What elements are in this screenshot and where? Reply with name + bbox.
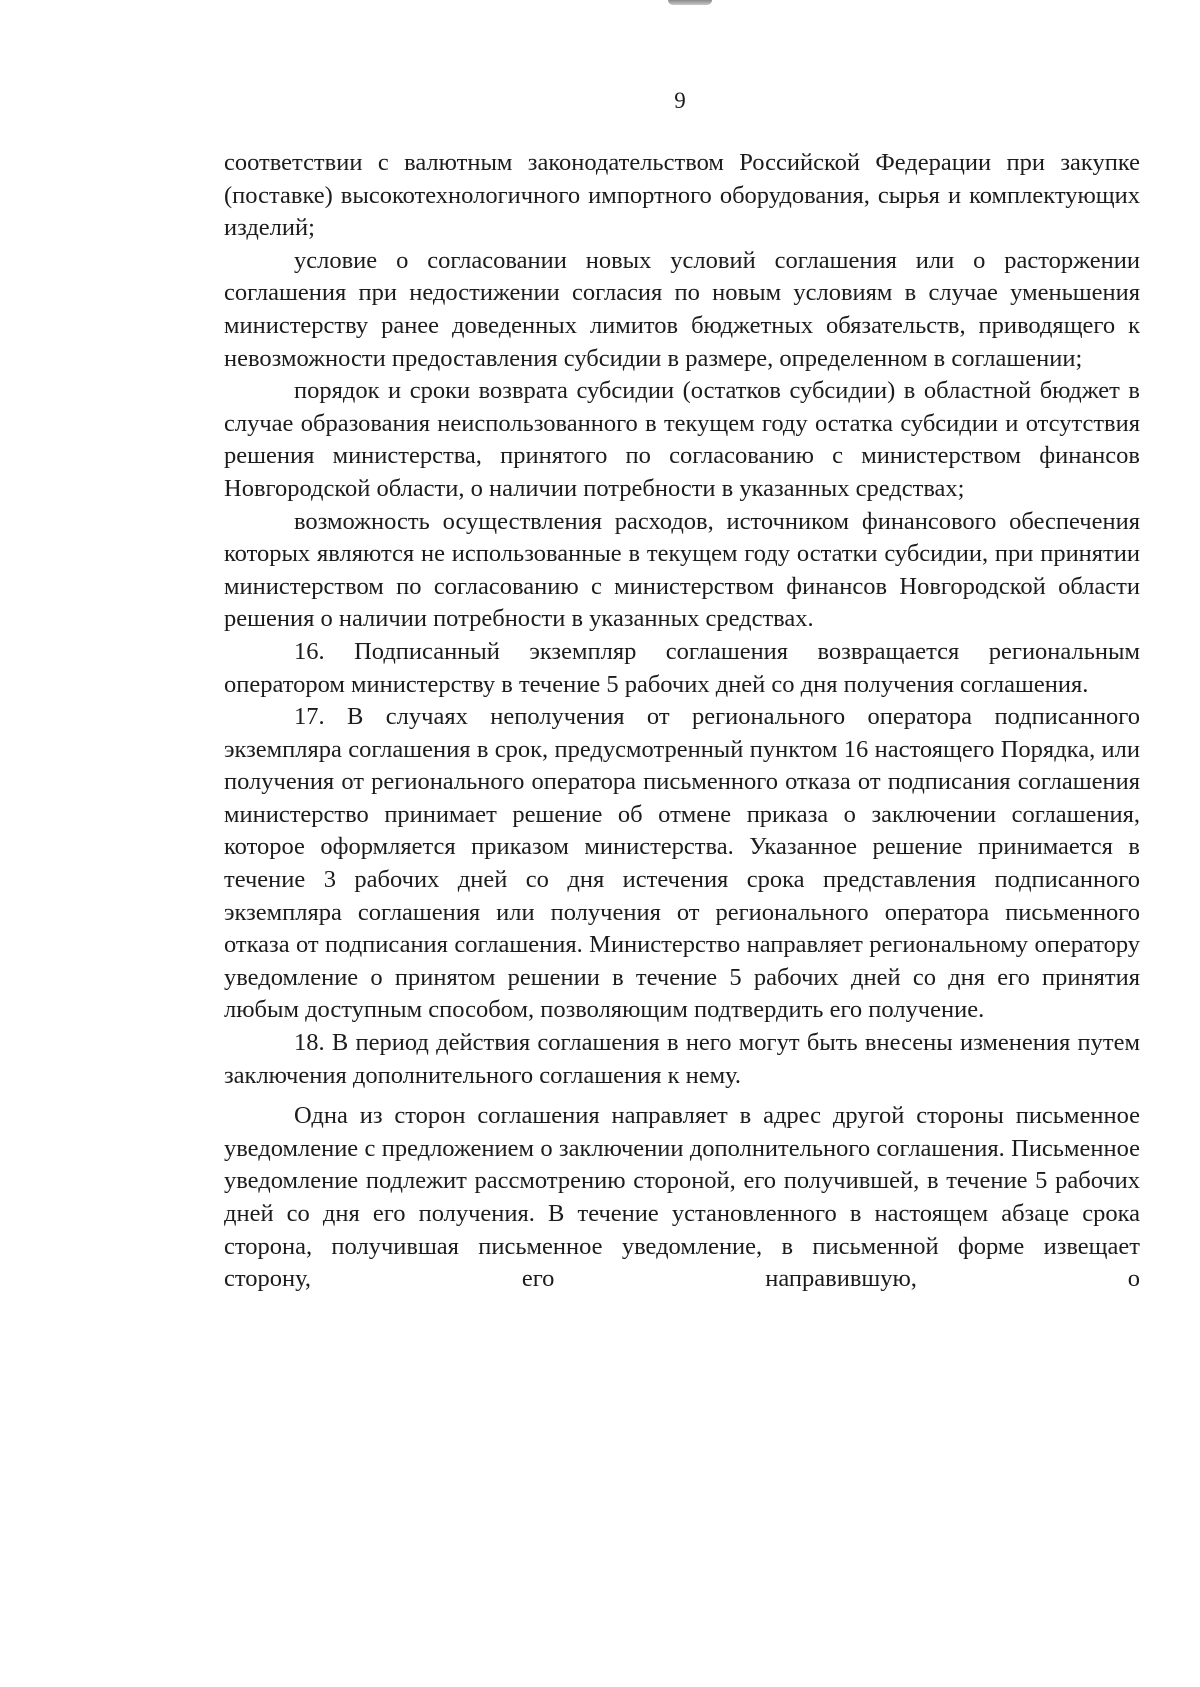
paragraph-item-17: 17. В случаях неполучения от регионального оператора подписанного экземпляра соглашения в срок, предусмотренный пунктом 16 настоящего Порядка, или получения от регионального оператора письменного отказа от подписания соглашения министерство принимает решение об отмене приказа о заключении соглашения, которое оформляется приказом министерства. Указанное решение принимается в течение 3 рабочих дней со дня истечения срока представления подписанного экземпляра соглашения или получения от регионального оператора письменного отказа от подписания соглашения. Министерство направляет региональному оператору уведомление о принятом решении в течение 5 рабочих дней со дня его принятия любым доступным способом, позволяющим подтвердить его получение. xyxy=(224,703,1140,1024)
paragraph-expense-possibility: возможность осуществления расходов, источником финансового обеспечения которых являются не использованные в текущем году остатки субсидии, при принятии министерством по согласованию с министерством финансов Новгородской области решения о наличии потребности в указанных средствах. xyxy=(224,507,1140,633)
paragraph-item-16: 16. Подписанный экземпляр соглашения возвращается региональным оператором министерству в течение 5 рабочих дней со дня получения соглашения. xyxy=(224,637,1140,698)
paragraph-notification: Одна из сторон соглашения направляет в адрес другой стороны письменное уведомление с предложением о заключении дополнительного соглашения. Письменное уведомление подлежит рассмотрению стороной, его получившей, в течение 5 рабочих дней со дня его получения. В течение установленного в настоящем абзаце срока сторона, получившая письменное уведомление, в письменной форме извещает сторону, его направившую, о xyxy=(224,1102,1140,1293)
document-body xyxy=(224,147,1140,1296)
scan-artifact xyxy=(668,0,712,5)
paragraph-continuation: соответствии с валютным законодательством Российской Федерации при закупке (поставке) высокотехнологичного импортного оборудования, сырья и комплектующих изделий; xyxy=(224,149,1140,242)
page-number: 9 xyxy=(674,88,686,113)
paragraph-agreement-terms: условие о согласовании новых условий соглашения или о расторжении соглашения при недостижении согласия по новым условиям в случае уменьшения министерству ранее доведенных лимитов бюджетных обязательств, приводящего к невозможности предоставления субсидии в размере, определенном в соглашении; xyxy=(224,246,1140,372)
paragraph-subsidy-return: порядок и сроки возврата субсидии (остатков субсидии) в областной бюджет в случае образования неиспользованного в текущем году остатка субсидии и отсутствия решения министерства, принятого по согласованию с министерством финансов Новгородской области, о наличии потребности в указанных средствах; xyxy=(224,377,1140,502)
paragraph-item-18: 18. В период действия соглашения в него могут быть внесены изменения путем заключения дополнительного соглашения к нему. xyxy=(224,1029,1140,1089)
